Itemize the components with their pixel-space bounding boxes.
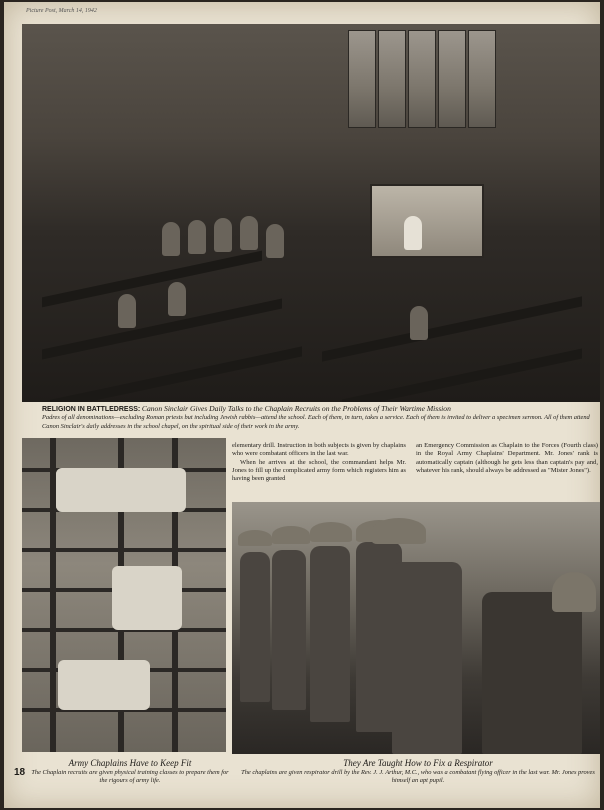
gym-caption-title: Army Chaplains Have to Keep Fit <box>68 758 192 768</box>
seated-recruit <box>168 282 186 316</box>
main-caption <box>42 405 594 431</box>
instructor <box>392 562 462 754</box>
stained-glass-window <box>438 30 466 128</box>
helmet <box>272 526 310 544</box>
helmet <box>310 522 352 542</box>
seated-recruit <box>162 222 180 256</box>
stained-glass-window <box>378 30 406 128</box>
main-caption-subhead: Canon Sinclair Gives Daily Talks to the Chaplain Recruits on the Problems of Their Wartime Mission <box>141 404 451 413</box>
main-caption-headline: RELIGION IN BATTLEDRESS: <box>42 406 141 413</box>
stained-glass-window <box>468 30 496 128</box>
respirator-drill-photo <box>232 502 600 754</box>
seated-recruit <box>266 224 284 258</box>
climbing-recruit <box>56 468 186 512</box>
stained-glass-window <box>348 30 376 128</box>
article-paragraph: When he arrives at the school, the commandant helps Mr. Jones to fill up the complicated army form which registers him as having been granted <box>232 458 406 483</box>
soldier <box>240 552 270 702</box>
pew <box>42 251 262 308</box>
recruit-with-respirator <box>482 592 582 754</box>
pew <box>42 298 282 359</box>
chapel-photo <box>22 24 600 402</box>
wall-bar-rung <box>22 548 226 552</box>
seated-recruit <box>240 216 258 250</box>
pew <box>342 348 582 402</box>
helmet <box>552 572 596 612</box>
respirator-caption-text: The chaplains are given respirator drill by the Rev. J. J. Arthur, M.C., who was a combatant flying officer in the last war. Mr. Jones proves himself an apt pupil. <box>241 769 595 784</box>
magazine-page <box>4 2 600 808</box>
pew <box>42 346 302 402</box>
pew <box>322 296 582 361</box>
seated-recruit <box>214 218 232 252</box>
respirator-caption <box>238 758 598 785</box>
wall-bars-photo <box>22 438 226 752</box>
main-caption-body: Padres of all denominations—excluding Roman priests but including Jewish rabbis—attend the school. Each of them, in turn, takes a service. Each of them is invited to deliver a specimen sermon. All of them attend Canon Sinclair's daily addresses in the school chapel, on the spiritual side of their work in the army. <box>42 414 590 430</box>
seated-recruit <box>188 220 206 254</box>
canon-sinclair <box>404 216 422 250</box>
gym-caption-text: The Chaplain recruits are given physical training classes to prepare them for the rigours of army life. <box>31 769 229 784</box>
seated-recruit <box>410 306 428 340</box>
running-head: Picture Post, March 14, 1942 <box>26 8 97 14</box>
helmet <box>372 518 426 544</box>
page-number: 18 <box>14 767 26 778</box>
gym-caption <box>30 758 230 785</box>
climbing-recruit <box>112 566 182 630</box>
helmet <box>238 530 272 546</box>
climbing-recruit <box>58 660 150 710</box>
seated-recruit <box>118 294 136 328</box>
altar <box>370 184 484 258</box>
stained-glass-window <box>408 30 436 128</box>
respirator-caption-title: They Are Taught How to Fix a Respirator <box>343 758 493 768</box>
article-paragraph: an Emergency Commission as Chaplain to the Forces (Fourth class) in the Royal Army Chaplains' Department. Mr. Jones' rank is automatically captain (although he gets less than captain's pay and, whatever his rank, should always be addressed as "Mister Jones"). <box>416 442 598 474</box>
article-column-1 <box>232 442 406 483</box>
article-paragraph: elementary drill. Instruction in both subjects is given by chaplains who were combatant officers in the last war. <box>232 442 406 458</box>
article-column-2 <box>416 442 598 475</box>
soldier <box>272 550 306 710</box>
soldier <box>310 546 350 722</box>
